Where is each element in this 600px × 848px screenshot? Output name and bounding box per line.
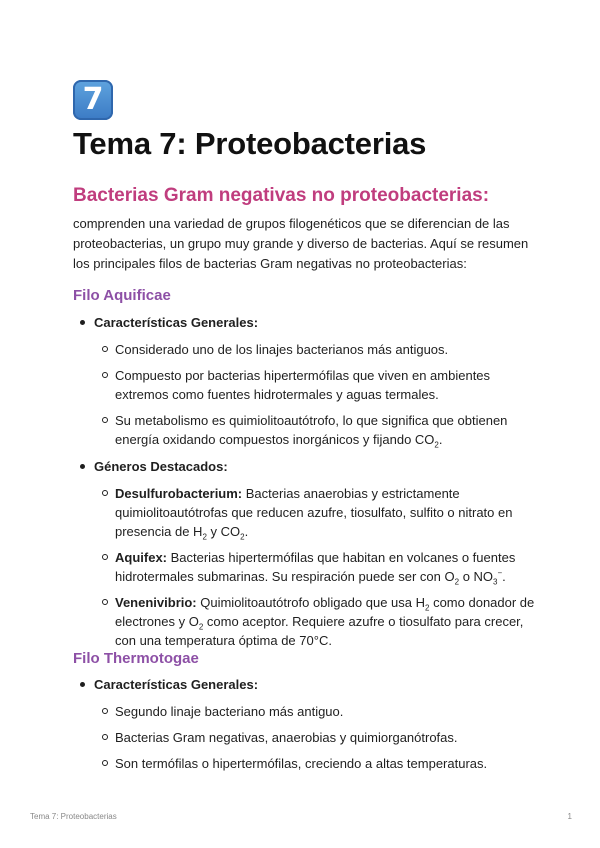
list-item: Venenivibrio: Quimiolitoautótrofo obligado que usa $H_2$ como donador de electrones y $O_2$ como aceptor. Requiere azufre o tiosulfato para crecer, con una temperatura óptima de 70°C.	[73, 593, 535, 650]
list-item: Segundo linaje bacteriano más antiguo.	[73, 702, 535, 721]
list-item: Compuesto por bacterias hipertermófilas que viven en ambientes extremos como fuentes hidrotermales y aguas termales.	[73, 366, 535, 404]
keycap-seven-icon: 7	[73, 80, 113, 120]
aquificae-heading: Filo Aquificae	[73, 287, 171, 304]
page-number: 1	[567, 812, 572, 821]
list-item: Géneros Destacados:	[73, 457, 535, 476]
list-item: Son termófilas o hipertermófilas, creciendo a altas temperaturas.	[73, 754, 535, 773]
list-item: Desulfurobacterium: Bacterias anaerobias y estrictamente quimiolitoautótrofas que reducen azufre, tiosulfato, sulfito o nitrato en presencia de $H_2$ y $CO_2$.	[73, 484, 535, 541]
list-item: Bacterias Gram negativas, anaerobias y quimiorganótrofas.	[73, 728, 535, 747]
section-heading: Bacterias Gram negativas no proteobacterias:	[73, 185, 490, 206]
thermotogae-list	[73, 675, 535, 773]
page-title: Tema 7: Proteobacterias	[73, 126, 427, 161]
list-item: Considerado uno de los linajes bacterianos más antiguos.	[73, 340, 535, 359]
list-item: Aquifex: Bacterias hipertermófilas que habitan en volcanes o fuentes hidrotermales submarinas. Su respiración puede ser con $O_2$ o $NO_3^-$.	[73, 548, 535, 586]
thermotogae-heading: Filo Thermotogae	[73, 650, 199, 667]
aquificae-list	[73, 313, 535, 650]
list-item: Características Generales:	[73, 313, 535, 332]
list-item: Su metabolismo es quimiolitoautótrofo, lo que significa que obtienen energía oxidando compuestos inorgánicos y fijando $CO_2$.	[73, 411, 535, 449]
list-item: Características Generales:	[73, 675, 535, 694]
footer-title: Tema 7: Proteobacterias	[30, 812, 117, 821]
intro-paragraph: comprenden una variedad de grupos filogenéticos que se diferencian de las proteobacterias, un grupo muy grande y diverso de bacterias. Aquí se resumen los principales filos de bacterias Gram negativas no proteobacterias:	[73, 216, 529, 271]
